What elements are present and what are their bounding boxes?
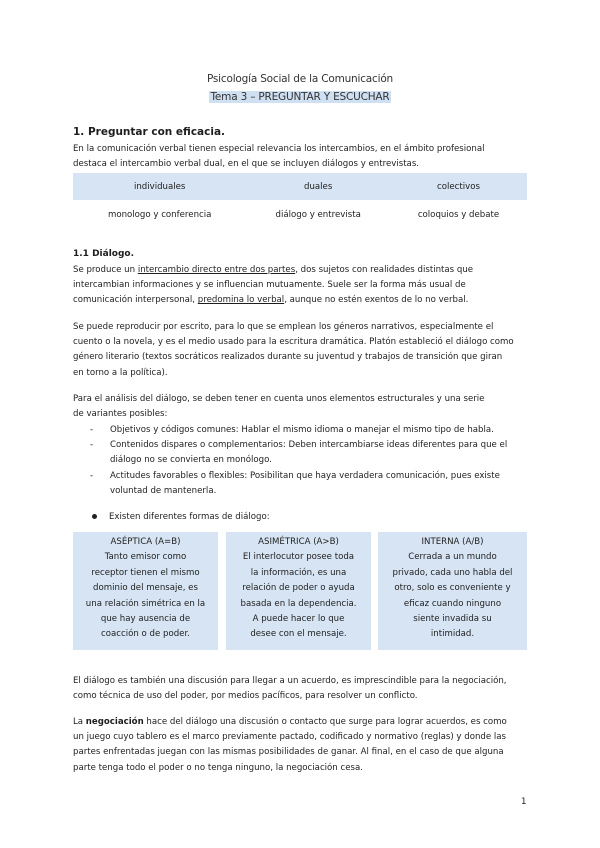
text-line: Cerrada a un mundo — [408, 552, 497, 563]
list-item — [90, 438, 530, 468]
text-line: una relación simétrica en la — [85, 598, 206, 609]
text-line: Tanto emisor como — [104, 552, 187, 563]
form-title: INTERNA (A/B) — [421, 537, 484, 547]
form-box-aseptica — [73, 532, 218, 650]
text-line: dominio del mensaje, es — [93, 583, 198, 594]
form-box-interna — [378, 532, 527, 650]
table-cell: diálogo y entrevista — [275, 209, 361, 220]
text-line: Objetivos y códigos comunes: Hablar el mismo idioma o manejar el mismo tipo de habla. — [110, 425, 494, 435]
text-line: eficaz cuando ninguno — [403, 598, 502, 609]
table-header-cell: colectivos — [390, 173, 527, 200]
text-line: coacción o de poder. — [101, 629, 190, 640]
text-line: un juego cuyo tablero es el marco previamente pactado, codificado y normativo (reglas) y donde las — [73, 732, 506, 743]
table-cell: coloquios y debate — [417, 209, 500, 220]
text-line: privado, cada uno habla del — [392, 567, 513, 578]
table-row — [73, 200, 527, 229]
bullet-dot-icon — [92, 514, 97, 519]
exchange-types-table — [73, 173, 527, 229]
text-line: receptor tienen el mismo — [91, 567, 200, 578]
text-run: Existen diferentes formas de diálogo: — [109, 512, 270, 522]
text-line — [73, 293, 533, 308]
dialogue-paragraph-1 — [73, 263, 533, 309]
text-run: hace del diálogo una discusión o contacto que surge para lograr acuerdos, es como — [143, 717, 507, 727]
text-line — [73, 715, 533, 730]
text-line: en torno a la política). — [73, 367, 168, 378]
bold-term: negociación — [85, 717, 144, 727]
text-line: otro, solo es conveniente y — [394, 583, 511, 594]
text-line: A puede hacer lo que — [252, 614, 345, 625]
table-cell: monologo y conferencia — [107, 209, 212, 220]
table-header-cell: individuales — [73, 173, 246, 200]
list-item — [90, 423, 530, 438]
text-line: como técnica de uso del poder, por medios pacíficos, para resolver un conflicto. — [73, 691, 418, 702]
text-run: Se produce un — [73, 265, 138, 275]
text-line: la información, es una — [250, 567, 347, 578]
text-line: El diálogo es también una discusión para llegar a un acuerdo, es imprescindible para la negociación, — [73, 676, 507, 686]
text-line: Contenidos dispares o complementarios: Deben intercambiarse ideas diferentes para que el — [110, 440, 508, 451]
text-line: intercambian informaciones y se influencian mutuamente. Suele ser la forma más usual de — [73, 280, 466, 291]
section1-intro — [73, 142, 533, 172]
underlined-text: predomina lo verbal — [197, 295, 285, 306]
underlined-text: intercambio directo entre dos partes — [137, 265, 296, 275]
text-line: El interlocutor posee toda — [242, 552, 355, 563]
form-box-asimetrica — [226, 532, 371, 650]
course-title: Psicología Social de la Comunicación — [206, 73, 394, 85]
text-line: Actitudes favorables o flexibles: Posibilitan que haya verdadera comunicación, pues existe — [110, 470, 500, 481]
table-header-row — [73, 173, 527, 200]
variants-list — [90, 423, 530, 499]
text-line: Se puede reproducir por escrito, para lo que se emplean los géneros narrativos, especialmente el — [73, 322, 494, 332]
text-line: basada en la dependencia. — [240, 598, 357, 609]
text-line: intimidad. — [430, 629, 475, 640]
topic-title-highlight: Tema 3 – PREGUNTAR Y ESCUCHAR — [210, 91, 390, 103]
text-line: destaca el intercambio verbal dual, en el que se incluyen diálogos y entrevistas. — [73, 159, 420, 170]
text-line: partes enfrentadas juegan con las mismas posibilidades de ganar. Al final, en el caso de que alguna — [73, 747, 504, 758]
text-run: comunicación interpersonal, — [73, 295, 198, 306]
dialogue-paragraph-4 — [73, 674, 533, 704]
list-dash: - — [90, 440, 94, 451]
table-header-cell: duales — [246, 173, 390, 200]
dialogue-paragraph-3 — [73, 392, 533, 422]
list-dash: - — [90, 470, 94, 481]
text-line: voluntad de mantenerla. — [110, 485, 217, 496]
text-line: diálogo no se convierta en monólogo. — [110, 455, 272, 466]
list-item — [90, 469, 530, 499]
section-heading-1: 1. Preguntar con eficacia. — [73, 126, 226, 138]
negotiation-paragraph — [73, 715, 533, 776]
text-line: En la comunicación verbal tienen especial relevancia los intercambios, en el ámbito profesional — [73, 144, 485, 154]
text-line: relación de poder o ayuda — [242, 583, 355, 594]
text-run: La — [73, 717, 86, 727]
text-line: de variantes posibles: — [73, 409, 168, 420]
text-line: cuento o la novela, y es el medio usado para la escritura dramática. Platón estableció el diálogo como — [73, 337, 514, 348]
text-run: , dos sujetos con realidades distintas que — [295, 265, 474, 275]
text-line: género literario (textos socráticos realizados durante su juventud y trabajos de transición que giran — [73, 352, 503, 363]
form-title: ASÉPTICA (A=B) — [110, 537, 181, 547]
forms-bullet — [92, 512, 270, 522]
text-line: desee con el mensaje. — [250, 629, 347, 640]
list-dash: - — [90, 425, 94, 435]
topic-title — [0, 91, 600, 103]
text-line: parte tenga todo el poder o no tenga ninguno, la negociación cesa. — [73, 762, 363, 773]
page-number: 1 — [521, 797, 527, 807]
text-line: que hay ausencia de — [100, 614, 191, 625]
text-line — [73, 263, 533, 278]
text-line: siente invadida su — [413, 614, 492, 625]
text-run: , aunque no estén exentos de lo no verbal. — [284, 295, 469, 306]
text-line: Para el análisis del diálogo, se deben tener en cuenta unos elementos estructurales y una serie — [73, 394, 485, 404]
form-title: ASIMÉTRICA (A>B) — [258, 537, 339, 547]
dialogue-paragraph-2 — [73, 320, 533, 381]
section-heading-1-1: 1.1 Diálogo. — [73, 249, 135, 259]
